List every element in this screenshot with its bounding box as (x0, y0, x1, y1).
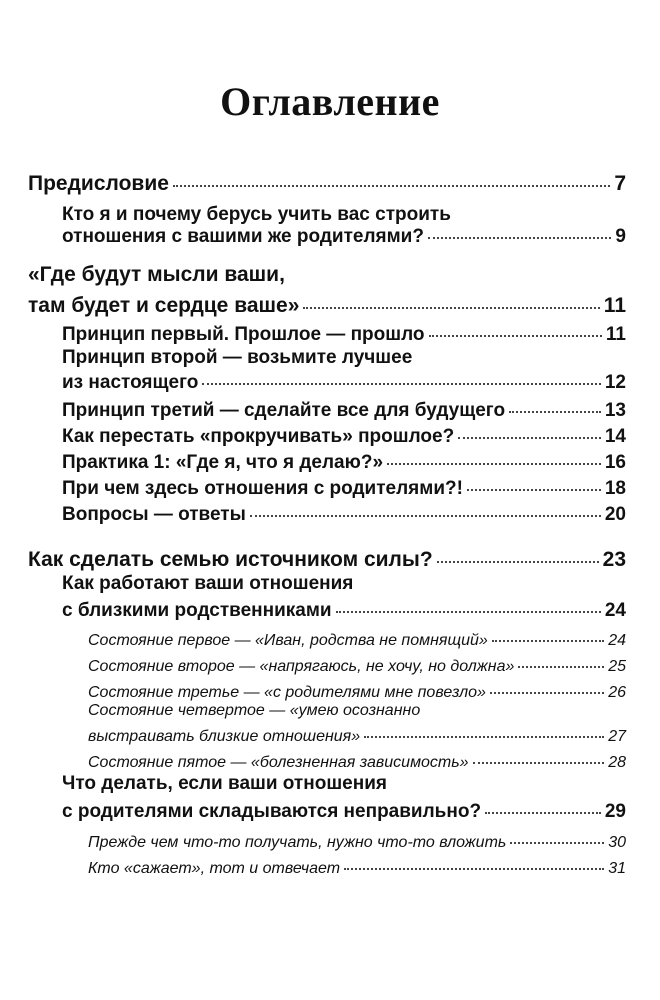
toc-entry-title: Как перестать «прокручивать» прошлое? (62, 426, 455, 447)
toc-page-number: 13 (604, 400, 626, 421)
toc-entry-title: из настоящего (62, 372, 199, 393)
toc-entry[interactable] (0, 218, 660, 248)
toc-entry-title: Состояние третье — «с родителями мне повезло» (88, 684, 486, 701)
toc-entry[interactable] (0, 793, 660, 823)
toc-entry-title: Состояние второе — «напрягаюсь, не хочу, но должна» (88, 658, 515, 675)
leader-dots (473, 762, 605, 764)
leader-dots (364, 736, 604, 738)
toc-page-number: 20 (604, 504, 626, 525)
leader-dots (437, 561, 599, 563)
leader-dots (250, 515, 601, 517)
toc-entry-title: При чем здесь отношения с родителями?! (62, 478, 463, 499)
toc-page-number: 29 (604, 801, 626, 822)
toc-entry[interactable] (0, 496, 660, 526)
toc-page-number: 23 (602, 548, 626, 571)
toc-entry-title-line: Что делать, если ваши отношения (62, 773, 387, 794)
toc-entry[interactable] (0, 166, 660, 196)
leader-dots (485, 812, 601, 814)
page-title: Оглавление (220, 79, 440, 124)
toc-entry-title-line: Кто я и почему берусь учить вас строить (62, 204, 451, 225)
toc-entry-title: с родителями складываются неправильно? (62, 801, 482, 822)
toc-page-number: 24 (608, 632, 626, 649)
toc-page-number: 14 (604, 426, 626, 447)
toc-entry-title: Принцип третий — сделайте все для будущего (62, 400, 506, 421)
toc-entry-title: Вопросы — ответы (62, 504, 246, 525)
toc-page-number: 18 (604, 478, 626, 499)
toc-entry-title: Как сделать семью источником силы? (28, 548, 433, 571)
toc-entry-title-line: Принцип второй — возьмите лучшее (62, 347, 413, 368)
toc-entry-title-line: «Где будут мысли ваши, (28, 263, 285, 286)
toc-entry[interactable] (0, 848, 660, 878)
toc-page-number: 16 (604, 452, 626, 473)
leader-dots (467, 489, 601, 491)
toc-page-number: 7 (614, 172, 626, 195)
toc-entry-title-line: Состояние четвертое — «умею осознанно (88, 702, 421, 719)
toc-entry-title: там будет и сердце ваше» (28, 294, 300, 317)
leader-dots (303, 307, 599, 309)
toc-page-number: 9 (615, 226, 626, 247)
leader-dots (518, 666, 604, 668)
toc-entry-title: выстраивать близкие отношения» (88, 728, 361, 745)
leader-dots (510, 842, 604, 844)
toc-entry[interactable] (0, 288, 660, 318)
leader-dots (490, 692, 604, 694)
toc-page-number: 27 (608, 728, 626, 745)
toc-entry[interactable] (0, 542, 660, 572)
toc-entry-title-line: Как работают ваши отношения (62, 573, 354, 594)
toc-entry-title: Кто «сажает», тот и отвечает (88, 860, 341, 877)
toc-entry-title: Практика 1: «Где я, что я делаю?» (62, 452, 384, 473)
leader-dots (429, 335, 602, 337)
toc-entry-title: с близкими родственниками (62, 600, 332, 621)
leader-dots (509, 411, 601, 413)
toc-entry-title: отношения с вашими же родителями? (62, 226, 424, 247)
toc-page-number: 11 (603, 294, 626, 317)
toc-entry-title: Состояние пятое — «болезненная зависимость» (88, 754, 469, 771)
toc-page-number: 31 (608, 860, 626, 877)
toc-page-number: 11 (605, 324, 626, 345)
leader-dots (173, 185, 610, 187)
toc-entry[interactable] (0, 364, 660, 394)
toc-page-number: 25 (608, 658, 626, 675)
toc-entry[interactable] (0, 316, 660, 346)
toc-page-number: 24 (604, 600, 626, 621)
toc-page-number: 30 (608, 834, 626, 851)
leader-dots (336, 611, 601, 613)
toc-page-number: 28 (608, 754, 626, 771)
toc-page-number: 12 (604, 372, 626, 393)
toc-entry-title: Состояние первое — «Иван, родства не помнящий» (88, 632, 488, 649)
toc-entry-title: Предисловие (28, 172, 169, 195)
toc-entry-title: Принцип первый. Прошлое — прошло (62, 324, 425, 345)
toc-entry-title: Прежде чем что-то получать, нужно что-то вложить (88, 834, 507, 851)
leader-dots (344, 868, 604, 870)
leader-dots (492, 640, 604, 642)
toc-entry[interactable] (0, 672, 660, 702)
toc-page-number: 26 (608, 684, 626, 701)
toc-entry[interactable] (0, 592, 660, 622)
leader-dots (202, 383, 600, 385)
leader-dots (387, 463, 601, 465)
toc-entry[interactable] (0, 742, 660, 772)
leader-dots (458, 437, 601, 439)
leader-dots (428, 237, 611, 239)
